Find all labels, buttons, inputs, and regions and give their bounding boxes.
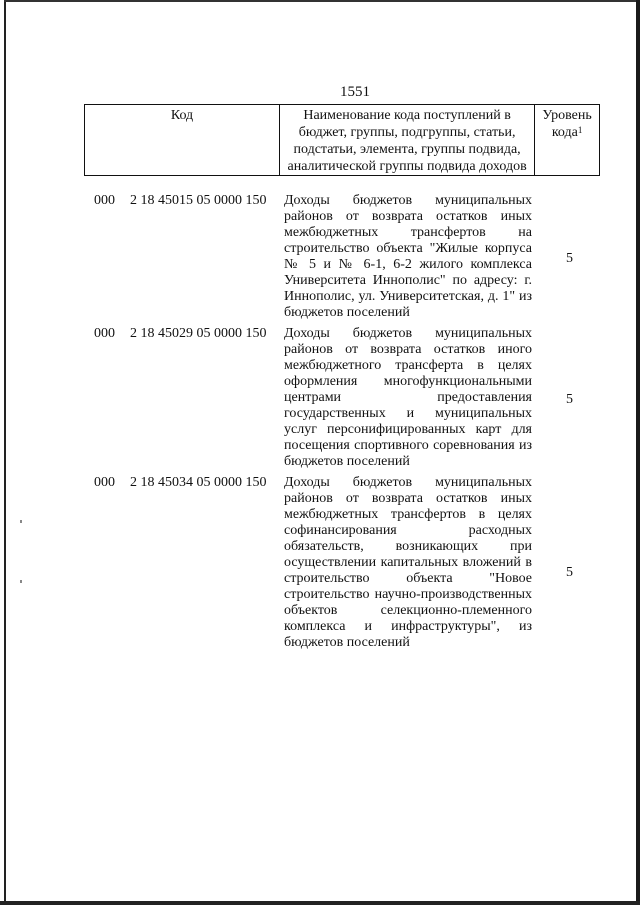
entry-code: 2 18 45034 05 0000 150 (130, 475, 267, 490)
footnote-marker: 1 (577, 125, 583, 135)
entry-description: Доходы бюджетов муниципальных районов от возврата остатков иных межбюджетных трансфертов на строительство объекта "Жилые корпуса № 5 и № 6-1, 6-2 жилого комплекса Университета Иннополис" по адресу: г. Иннополис, ул. Университетская, д. 1" из бюджетов поселений (284, 193, 532, 320)
entry-description: Доходы бюджетов муниципальных районов от возврата остатков иных межбюджетных трансфертов в целях софинансирования расходных обязательств, возникающих при осуществлении капитальных вложений в строительство объекта "Новое строительство научно-производственных объектов селекционно-племенного комплекса и инфраструктуры", из бюджетов поселений (284, 475, 532, 650)
header-code: Код (85, 105, 280, 176)
scan-border-left (4, 0, 6, 905)
page-number: 1551 (340, 84, 370, 100)
column-header-table (84, 104, 600, 176)
entry-level: 5 (566, 251, 573, 266)
entry-admin-code: 000 (94, 326, 115, 341)
header-level (535, 105, 600, 176)
entry-code: 2 18 45015 05 0000 150 (130, 193, 267, 208)
scan-border-right (636, 0, 640, 905)
entry-level: 5 (566, 565, 573, 580)
header-level-label: Уровень кода (542, 108, 592, 140)
scan-artifact (20, 580, 22, 583)
scan-artifact (20, 520, 22, 523)
entry-admin-code: 000 (94, 475, 115, 490)
header-name: Наименование кода поступлений в бюджет, группы, подгруппы, статьи, подстатьи, элемента, группы подвида, аналитической группы подвида доходов (280, 105, 535, 176)
entry-code: 2 18 45029 05 0000 150 (130, 326, 267, 341)
scan-border-bottom (0, 901, 640, 905)
entry-admin-code: 000 (94, 193, 115, 208)
entry-level: 5 (566, 392, 573, 407)
entry-description: Доходы бюджетов муниципальных районов от возврата остатков иного межбюджетного трансферта в целях оформления многофункциональными центрами предоставления государственных и муниципальных услуг персонифицированных карт для посещения спортивного соревнования из бюджетов поселений (284, 326, 532, 469)
scan-border-top (4, 0, 640, 2)
